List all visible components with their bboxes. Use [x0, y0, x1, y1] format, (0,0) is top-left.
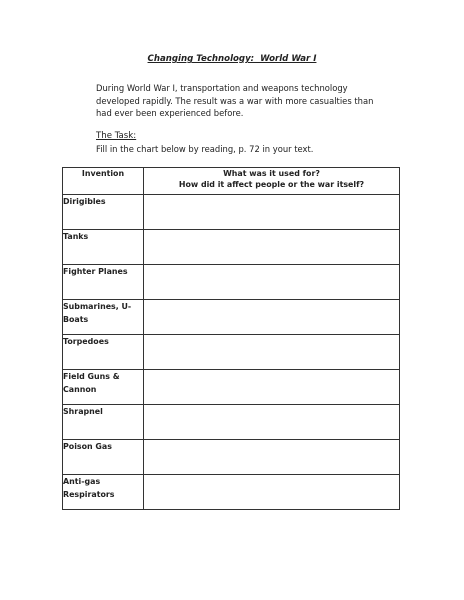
- answer-cell[interactable]: [144, 230, 400, 265]
- chart-header-row: [63, 168, 400, 195]
- answer-cell[interactable]: [144, 370, 400, 405]
- header-question-used-for: What was it used for?: [223, 169, 320, 178]
- header-question-effect: How did it affect people or the war itself?: [178, 179, 365, 189]
- invention-chart: [62, 167, 400, 510]
- answer-cell[interactable]: [144, 405, 400, 440]
- table-row: [63, 300, 400, 335]
- answer-cell[interactable]: [144, 475, 400, 510]
- answer-cell[interactable]: [144, 440, 400, 475]
- table-row: [63, 475, 400, 510]
- table-row: [63, 265, 400, 300]
- header-invention: Invention: [63, 168, 144, 195]
- table-row: [63, 230, 400, 265]
- invention-cell: Field Guns & Cannon: [63, 370, 144, 405]
- task-heading: The Task:: [96, 131, 137, 141]
- table-row: [63, 370, 400, 405]
- task-instructions: Fill in the chart below by reading, p. 72 in your text.: [96, 144, 314, 154]
- answer-cell[interactable]: [144, 335, 400, 370]
- invention-cell: Tanks: [63, 230, 144, 265]
- answer-cell[interactable]: [144, 300, 400, 335]
- invention-cell: Fighter Planes: [63, 265, 144, 300]
- invention-cell: Dirigibles: [63, 195, 144, 230]
- answer-cell[interactable]: [144, 195, 400, 230]
- table-row: [63, 195, 400, 230]
- invention-cell: Shrapnel: [63, 405, 144, 440]
- header-questions: [144, 168, 400, 195]
- intro-paragraph: During World War I, transportation and weapons technology developed rapidly. The result was a war with more casualties than had ever been experienced before.: [96, 83, 374, 118]
- invention-cell: Submarines, U-Boats: [63, 300, 144, 335]
- table-row: [63, 405, 400, 440]
- invention-cell: Anti-gas Respirators: [63, 475, 144, 510]
- page-title: Changing Technology: World War I: [147, 54, 317, 64]
- table-row: [63, 335, 400, 370]
- invention-cell: Poison Gas: [63, 440, 144, 475]
- answer-cell[interactable]: [144, 265, 400, 300]
- table-row: [63, 440, 400, 475]
- invention-cell: Torpedoes: [63, 335, 144, 370]
